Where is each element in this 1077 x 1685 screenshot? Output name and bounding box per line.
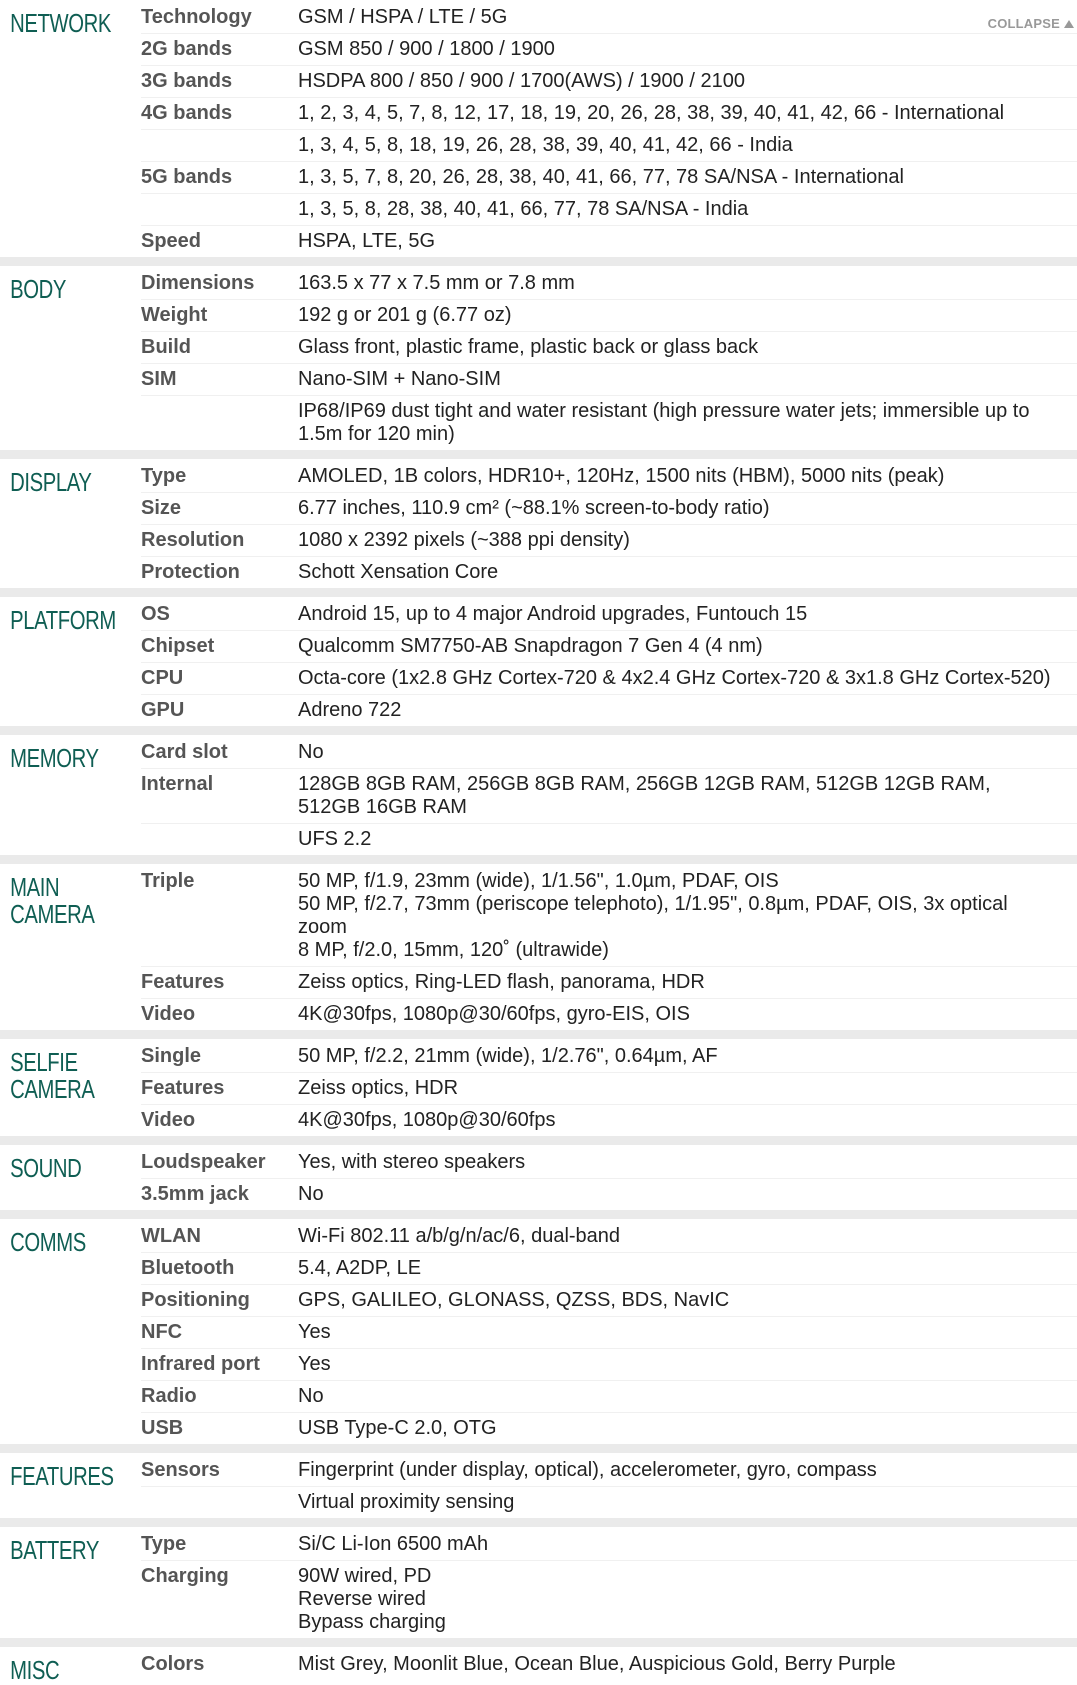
spec-row-comms <box>0 1285 1077 1317</box>
spec-label[interactable]: Speed <box>141 226 298 258</box>
spec-value-line: Yes <box>298 1321 331 1343</box>
collapse-label: COLLAPSE <box>987 16 1060 31</box>
spec-label[interactable]: Card slot <box>141 741 228 763</box>
spec-value <box>298 66 1077 98</box>
spec-label <box>141 396 298 451</box>
spec-label[interactable]: Radio <box>141 1381 298 1413</box>
spec-row-comms <box>0 1381 1077 1413</box>
spec-label <box>141 194 298 226</box>
section-title-main-camera[interactable] <box>0 864 110 1030</box>
spec-value <box>298 34 1077 66</box>
spec-label[interactable]: Protection <box>141 557 298 589</box>
spec-value-line: 50 MP, f/1.9, 23mm (wide), 1/1.56", 1.0µm, PDAF, OIS <box>298 870 779 892</box>
spec-value-line: HSPA, LTE, 5G <box>298 230 436 252</box>
spec-label[interactable]: 3.5mm jack <box>141 1179 298 1211</box>
spec-label[interactable]: Video <box>141 999 298 1031</box>
section-divider <box>0 855 1077 864</box>
spec-label[interactable]: GPU <box>141 695 298 727</box>
spec-value <box>298 864 1077 967</box>
spec-value-line: 1, 3, 5, 7, 8, 20, 26, 28, 38, 40, 41, 66, 77, 78 SA/NSA - International <box>298 166 904 188</box>
section-title-text: SOUND <box>10 1153 82 1183</box>
spec-value <box>298 332 1077 364</box>
spec-label[interactable]: SIM <box>141 364 298 396</box>
spec-row-main-camera <box>0 999 1077 1031</box>
spec-row-sound <box>0 1179 1077 1211</box>
spec-value <box>298 999 1077 1031</box>
spec-label[interactable]: Resolution <box>141 525 298 557</box>
spec-value-line: No <box>298 741 324 763</box>
spec-row-display <box>0 459 1077 493</box>
spec-value-line: 8 MP, f/2.0, 15mm, 120˚ (ultrawide) <box>298 939 609 961</box>
spec-row-body <box>0 364 1077 396</box>
section-title-text: MAIN CAMERA <box>10 872 95 929</box>
spec-value-line: AMOLED, 1B colors, HDR10+, 120Hz, 1500 nits (HBM), 5000 nits (peak) <box>298 465 945 487</box>
spec-value-line: Adreno 722 <box>298 699 402 721</box>
spec-value-line: Nano-SIM + Nano-SIM <box>298 368 501 390</box>
spec-value <box>298 695 1077 727</box>
spec-label[interactable]: NFC <box>141 1317 298 1349</box>
spec-value <box>298 1039 1077 1073</box>
spec-row-comms <box>0 1253 1077 1285</box>
spec-value-line: Yes, with stereo speakers <box>298 1151 526 1173</box>
spec-value-line: 1, 3, 4, 5, 8, 18, 19, 26, 28, 38, 39, 40, 41, 42, 66 - India <box>298 134 793 156</box>
spec-row-battery <box>0 1527 1077 1561</box>
spec-value <box>298 525 1077 557</box>
spec-label[interactable]: Features <box>141 967 298 999</box>
section-title-sound[interactable] <box>0 1145 110 1210</box>
section-title-text: MEMORY <box>10 743 99 773</box>
spec-row-network <box>0 98 1077 130</box>
spec-value <box>298 1285 1077 1317</box>
section-title-display[interactable] <box>0 459 110 588</box>
spec-row-network <box>0 162 1077 194</box>
spec-label[interactable]: Loudspeaker <box>141 1151 266 1173</box>
triangle-up-icon <box>1064 20 1074 28</box>
spec-label[interactable]: Technology <box>141 6 252 28</box>
spec-value-line: Glass front, plastic frame, plastic back or glass back <box>298 336 759 358</box>
spec-row-selfie-camera <box>0 1105 1077 1137</box>
spec-label[interactable]: Type <box>141 465 187 487</box>
spec-value-line: GSM 850 / 900 / 1800 / 1900 <box>298 38 555 60</box>
section-title-battery[interactable] <box>0 1527 110 1638</box>
spec-value <box>298 1253 1077 1285</box>
spec-value <box>298 1413 1077 1445</box>
spec-label[interactable]: Single <box>141 1045 202 1067</box>
section-title-text: PLATFORM <box>10 605 116 635</box>
spec-value-line: HSDPA 800 / 850 / 900 / 1700(AWS) / 1900 / 2100 <box>298 70 745 92</box>
spec-value-line: 128GB 8GB RAM, 256GB 8GB RAM, 256GB 12GB RAM, 512GB 12GB RAM, 512GB 16GB RAM <box>298 773 991 818</box>
spec-row-main-camera <box>0 864 1077 967</box>
spec-label[interactable]: Charging <box>141 1561 298 1639</box>
section-title-network[interactable] <box>0 0 110 257</box>
section-title-features[interactable] <box>0 1453 114 1518</box>
spec-row-network <box>0 34 1077 66</box>
spec-row-display <box>0 557 1077 589</box>
spec-value-line: Fingerprint (under display, optical), accelerometer, gyro, compass <box>298 1459 877 1481</box>
spec-row-platform <box>0 663 1077 695</box>
spec-value <box>298 493 1077 525</box>
spec-value <box>298 396 1077 451</box>
spec-value-line: 192 g or 201 g (6.77 oz) <box>298 304 512 326</box>
section-title-text: DISPLAY <box>10 467 92 497</box>
spec-row-body <box>0 266 1077 300</box>
spec-label[interactable]: Bluetooth <box>141 1253 298 1285</box>
spec-value <box>298 1453 1077 1487</box>
spec-row-network <box>0 0 1077 34</box>
spec-label[interactable]: Video <box>141 1105 298 1137</box>
spec-row-memory <box>0 824 1077 856</box>
spec-value <box>298 557 1077 589</box>
spec-row-comms <box>0 1349 1077 1381</box>
spec-value-line: Zeiss optics, Ring-LED flash, panorama, HDR <box>298 971 705 993</box>
spec-label[interactable]: 4G bands <box>141 98 298 130</box>
spec-value-line: 4K@30fps, 1080p@30/60fps, gyro-EIS, OIS <box>298 1003 690 1025</box>
spec-value-line: 1080 x 2392 pixels (~388 ppi density) <box>298 529 630 551</box>
spec-value <box>298 735 1077 769</box>
spec-value-line: 5.4, A2DP, LE <box>298 1257 422 1279</box>
spec-row-comms <box>0 1317 1077 1349</box>
spec-label[interactable]: Chipset <box>141 631 298 663</box>
spec-row-platform <box>0 597 1077 631</box>
spec-value <box>298 1349 1077 1381</box>
spec-row-body <box>0 396 1077 451</box>
spec-value-line: 4K@30fps, 1080p@30/60fps <box>298 1109 556 1131</box>
spec-row-network <box>0 226 1077 258</box>
spec-value <box>298 1647 1077 1684</box>
section-title-memory[interactable] <box>0 735 110 855</box>
spec-value-line: Si/C Li-Ion 6500 mAh <box>298 1533 489 1555</box>
spec-row-comms <box>0 1413 1077 1445</box>
spec-value <box>298 0 1077 34</box>
spec-row-selfie-camera <box>0 1039 1077 1073</box>
spec-label <box>141 1487 298 1519</box>
spec-value <box>298 1105 1077 1137</box>
spec-value-line: No <box>298 1183 324 1205</box>
section-divider <box>0 588 1077 597</box>
spec-label[interactable]: CPU <box>141 663 298 695</box>
spec-value-line: IP68/IP69 dust tight and water resistant (high pressure water jets; immersible up to 1.5m for 120 min) <box>298 400 1030 445</box>
spec-value-line: Octa-core (1x2.8 GHz Cortex-720 & 4x2.4 GHz Cortex-720 & 3x1.8 GHz Cortex-520) <box>298 667 1051 689</box>
spec-value <box>298 1179 1077 1211</box>
spec-value-line: 6.77 inches, 110.9 cm² (~88.1% screen-to-body ratio) <box>298 497 770 519</box>
spec-value <box>298 1527 1077 1561</box>
spec-value <box>298 631 1077 663</box>
spec-label[interactable]: Internal <box>141 769 298 824</box>
spec-value <box>298 162 1077 194</box>
spec-value <box>298 1561 1077 1639</box>
spec-value <box>298 1487 1077 1519</box>
spec-value <box>298 967 1077 999</box>
spec-row-sound <box>0 1145 1077 1179</box>
spec-label[interactable]: Size <box>141 493 298 525</box>
spec-value-line: 1, 2, 3, 4, 5, 7, 8, 12, 17, 18, 19, 20, 26, 28, 38, 39, 40, 41, 42, 66 - International <box>298 102 1005 124</box>
section-divider <box>0 726 1077 735</box>
section-divider <box>0 1210 1077 1219</box>
spec-row-features <box>0 1453 1077 1487</box>
spec-value-line: Virtual proximity sensing <box>298 1491 515 1513</box>
spec-label[interactable]: Positioning <box>141 1285 298 1317</box>
spec-value-line: 50 MP, f/2.7, 73mm (periscope telephoto), 1/1.95", 0.8µm, PDAF, OIS, 3x optical zoom <box>298 893 1008 938</box>
spec-value <box>298 1073 1077 1105</box>
spec-value <box>298 769 1077 824</box>
spec-value <box>298 226 1077 258</box>
spec-value-line: Bypass charging <box>298 1611 446 1633</box>
section-divider <box>0 1030 1077 1039</box>
spec-value <box>298 300 1077 332</box>
spec-label[interactable]: Dimensions <box>141 272 255 294</box>
spec-value <box>298 194 1077 226</box>
spec-row-memory <box>0 769 1077 824</box>
spec-value-line: Android 15, up to 4 major Android upgrades, Funtouch 15 <box>298 603 808 625</box>
section-title-text: MISC <box>10 1655 60 1685</box>
section-divider <box>0 1518 1077 1527</box>
spec-label[interactable]: Type <box>141 1533 187 1555</box>
spec-value-line: Yes <box>298 1353 331 1375</box>
spec-label[interactable]: 3G bands <box>141 66 298 98</box>
spec-label[interactable]: Colors <box>141 1653 205 1675</box>
spec-row-network <box>0 194 1077 226</box>
spec-row-memory <box>0 735 1077 769</box>
spec-row-body <box>0 300 1077 332</box>
spec-value <box>298 1317 1077 1349</box>
section-divider <box>0 1638 1077 1647</box>
spec-value <box>298 663 1077 695</box>
section-title-text: COMMS <box>10 1227 86 1257</box>
spec-value <box>298 824 1077 856</box>
spec-label[interactable]: Features <box>141 1073 298 1105</box>
spec-value <box>298 130 1077 162</box>
spec-value-line: No <box>298 1385 324 1407</box>
section-title-text: BATTERY <box>10 1535 100 1565</box>
spec-label[interactable]: OS <box>141 603 170 625</box>
section-divider <box>0 1444 1077 1453</box>
section-title-text: BODY <box>10 274 67 304</box>
section-title-text: NETWORK <box>10 8 112 38</box>
spec-row-platform <box>0 695 1077 727</box>
spec-value-line: 50 MP, f/2.2, 21mm (wide), 1/2.76", 0.64µm, AF <box>298 1045 718 1067</box>
spec-value-line: Wi-Fi 802.11 a/b/g/n/ac/6, dual-band <box>298 1225 621 1247</box>
spec-label <box>141 130 298 162</box>
spec-row-main-camera <box>0 967 1077 999</box>
spec-label[interactable]: 5G bands <box>141 162 298 194</box>
spec-value-line: GPS, GALILEO, GLONASS, QZSS, BDS, NavIC <box>298 1289 730 1311</box>
spec-value-line: Zeiss optics, HDR <box>298 1077 459 1099</box>
spec-value <box>298 98 1077 130</box>
section-title-text: FEATURES <box>10 1461 114 1491</box>
spec-value-line: UFS 2.2 <box>298 828 372 850</box>
section-title-misc[interactable] <box>0 1647 110 1684</box>
spec-label[interactable]: Weight <box>141 300 298 332</box>
spec-row-battery <box>0 1561 1077 1639</box>
spec-value-line: 90W wired, PD <box>298 1565 432 1587</box>
spec-row-network <box>0 66 1077 98</box>
spec-row-body <box>0 332 1077 364</box>
section-divider <box>0 450 1077 459</box>
section-divider <box>0 1136 1077 1145</box>
spec-label[interactable]: Build <box>141 332 298 364</box>
section-divider <box>0 257 1077 266</box>
spec-row-selfie-camera <box>0 1073 1077 1105</box>
spec-value <box>298 1145 1077 1179</box>
spec-value <box>298 1219 1077 1253</box>
spec-value-line: GSM / HSPA / LTE / 5G <box>298 6 508 28</box>
section-title-comms[interactable] <box>0 1219 110 1444</box>
spec-value-line: Schott Xensation Core <box>298 561 499 583</box>
spec-row-display <box>0 493 1077 525</box>
section-title-body[interactable] <box>0 266 110 450</box>
spec-row-display <box>0 525 1077 557</box>
spec-value-line: Mist Grey, Moonlit Blue, Ocean Blue, Auspicious Gold, Berry Purple <box>298 1653 896 1675</box>
section-title-text: SELFIE CAMERA <box>10 1047 95 1104</box>
spec-row-platform <box>0 631 1077 663</box>
spec-label[interactable]: 2G bands <box>141 34 298 66</box>
spec-label <box>141 824 298 856</box>
spec-row-misc <box>0 1647 1077 1684</box>
spec-label[interactable]: Sensors <box>141 1459 220 1481</box>
spec-label[interactable]: USB <box>141 1413 298 1445</box>
spec-value <box>298 459 1077 493</box>
spec-label[interactable]: Triple <box>141 870 195 892</box>
section-title-selfie-camera[interactable] <box>0 1039 110 1136</box>
spec-label[interactable]: Infrared port <box>141 1349 298 1381</box>
spec-value-line: Reverse wired <box>298 1588 426 1610</box>
spec-row-features <box>0 1487 1077 1519</box>
spec-value-line: 1, 3, 5, 8, 28, 38, 40, 41, 66, 77, 78 SA/NSA - India <box>298 198 749 220</box>
collapse-button[interactable] <box>988 16 1074 31</box>
spec-row-network <box>0 130 1077 162</box>
section-title-platform[interactable] <box>0 597 116 726</box>
spec-value <box>298 364 1077 396</box>
spec-value-line: Qualcomm SM7750-AB Snapdragon 7 Gen 4 (4 nm) <box>298 635 763 657</box>
spec-label[interactable]: WLAN <box>141 1225 201 1247</box>
spec-value <box>298 1381 1077 1413</box>
spec-row-comms <box>0 1219 1077 1253</box>
spec-value-line: 163.5 x 77 x 7.5 mm or 7.8 mm <box>298 272 575 294</box>
spec-value <box>298 266 1077 300</box>
spec-value <box>298 597 1077 631</box>
spec-value-line: USB Type-C 2.0, OTG <box>298 1417 497 1439</box>
